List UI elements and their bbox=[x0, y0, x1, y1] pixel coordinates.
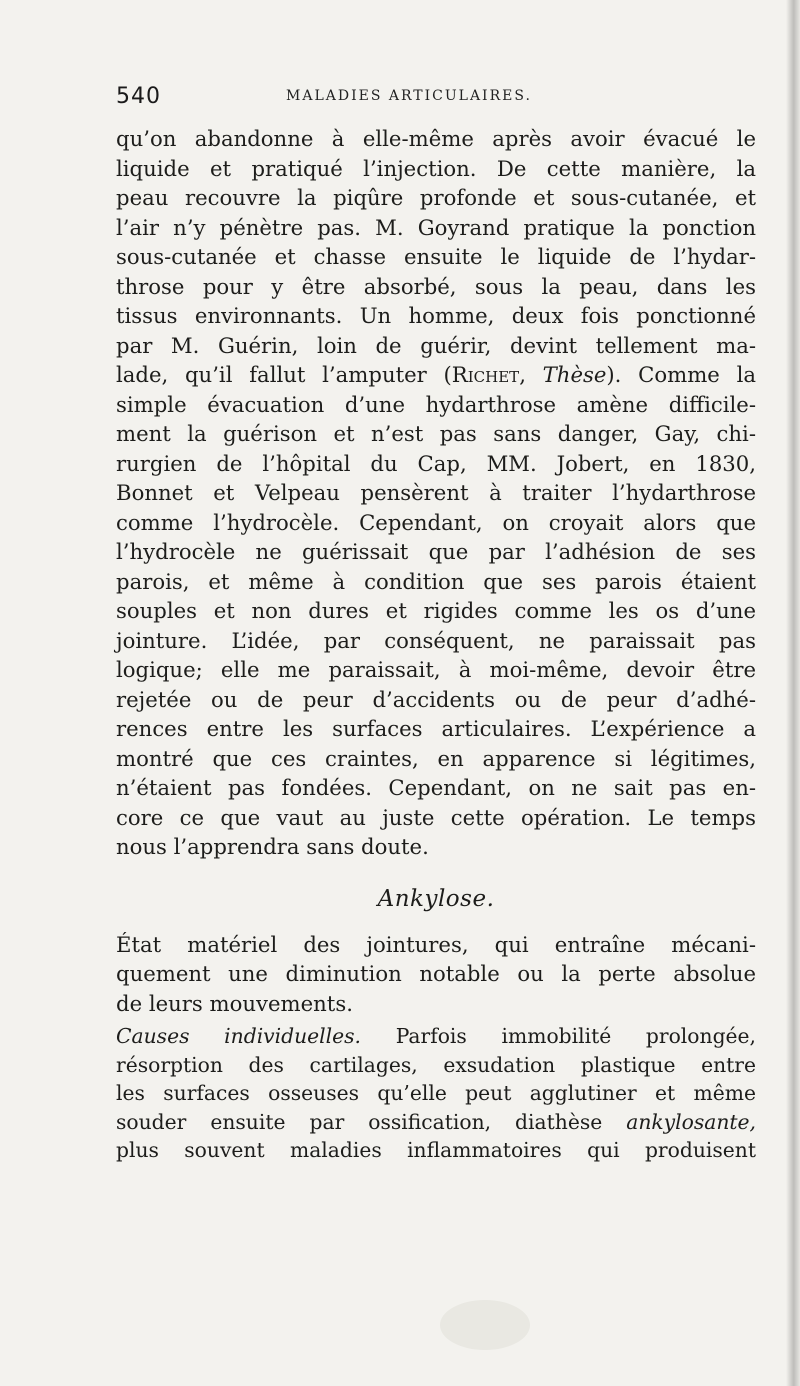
text-line: résorption des cartilages, exsudation plastique entre bbox=[116, 1052, 756, 1077]
text-line: l’hydrocèle ne guérissait que par l’adhésion de ses bbox=[116, 539, 756, 564]
page-edge-shadow bbox=[786, 0, 800, 1386]
text-line: parois, et même à condition que ses parois étaient bbox=[116, 568, 756, 594]
text-line: montré que ces craintes, en apparence si légitimes, bbox=[116, 745, 756, 771]
text-line: rurgien de l’hôpital du Cap, MM. Jobert, en 1830, bbox=[116, 450, 756, 476]
text-line: comme l’hydrocèle. Cependant, on croyait alors que bbox=[116, 509, 756, 535]
text-line: logique; elle me paraissait, à moi-même, devoir être bbox=[116, 657, 756, 682]
text-line: Bonnet et Velpeau pensèrent à traiter l’hydarthrose bbox=[116, 480, 756, 505]
text-fragment: ). Comme la bbox=[606, 362, 756, 387]
text-line: liquide et pratiqué l’injection. De cette manière, la bbox=[116, 155, 756, 181]
text-fragment: , bbox=[519, 362, 543, 387]
paper-stain bbox=[440, 1300, 530, 1350]
text-line: n’étaient pas fondées. Cependant, on ne sait pas en- bbox=[116, 775, 756, 800]
text-line: ment la guérison et n’est pas sans danger, Gay, chi- bbox=[116, 421, 756, 446]
text-line: throse pour y être absorbé, sous la peau, dans les bbox=[116, 273, 756, 299]
text-line-citation bbox=[116, 360, 756, 390]
running-head: MALADIES ARTICULAIRES. bbox=[286, 88, 532, 104]
text-line-last: de leurs mouvements. bbox=[116, 990, 353, 1016]
paragraph-1 bbox=[116, 124, 756, 862]
text-line bbox=[116, 1108, 756, 1137]
causes-heading-italic: Causes individuelles. bbox=[116, 1024, 362, 1048]
page-number: 540 bbox=[116, 84, 161, 109]
text-fragment: Parfois immobilité prolongée, bbox=[361, 1024, 757, 1048]
paragraph-2 bbox=[116, 930, 756, 1019]
text-line: par M. Guérin, loin de guérir, devint tellement ma- bbox=[116, 332, 756, 358]
text-line: rejetée ou de peur d’accidents ou de peur d’adhé- bbox=[116, 686, 756, 712]
text-line: rences entre les surfaces articulaires. L’expérience a bbox=[116, 716, 756, 741]
text-fragment: lade, qu’il fallut l’amputer ( bbox=[116, 362, 452, 387]
text-line-causes bbox=[116, 1022, 756, 1051]
text-fragment: souder ensuite par ossification, diathèse bbox=[116, 1109, 627, 1134]
author-smallcaps: Richet bbox=[451, 362, 520, 387]
thesis-italic: Thèse bbox=[542, 362, 607, 387]
text-line: les surfaces osseuses qu’elle peut agglutiner et même bbox=[116, 1081, 756, 1105]
text-line: État matériel des jointures, qui entraîne mécani- bbox=[116, 931, 756, 957]
text-line: souples et non dures et rigides comme les os d’une bbox=[116, 598, 756, 623]
text-line: core ce que vaut au juste cette opération. Le temps bbox=[116, 804, 756, 830]
text-line: quement une diminution notable ou la perte absolue bbox=[116, 961, 756, 986]
text-line: peau recouvre la piqûre profonde et sous-cutanée, et bbox=[116, 185, 756, 210]
text-line: qu’on abandonne à elle-même après avoir évacué le bbox=[116, 126, 756, 151]
ankylosante-italic: ankylosante, bbox=[626, 1109, 756, 1134]
text-line: simple évacuation d’une hydarthrose amène difficile- bbox=[116, 391, 756, 417]
text-line: sous-cutanée et chasse ensuite le liquide de l’hydar- bbox=[116, 244, 756, 269]
text-line: tissus environnants. Un homme, deux fois ponctionné bbox=[116, 303, 756, 328]
text-line-last: nous l’apprendra sans doute. bbox=[116, 834, 429, 859]
text-column bbox=[116, 84, 756, 1165]
text-line: jointure. L’idée, par conséquent, ne paraissait pas bbox=[116, 627, 756, 653]
text-line: plus souvent maladies inflammatoires qui produisent bbox=[116, 1138, 756, 1162]
page-header bbox=[116, 84, 756, 124]
section-title-ankylose: Ankylose. bbox=[377, 885, 495, 912]
paragraph-3 bbox=[116, 1022, 756, 1165]
text-line: l’air n’y pénètre pas. M. Goyrand pratique la ponction bbox=[116, 214, 756, 240]
